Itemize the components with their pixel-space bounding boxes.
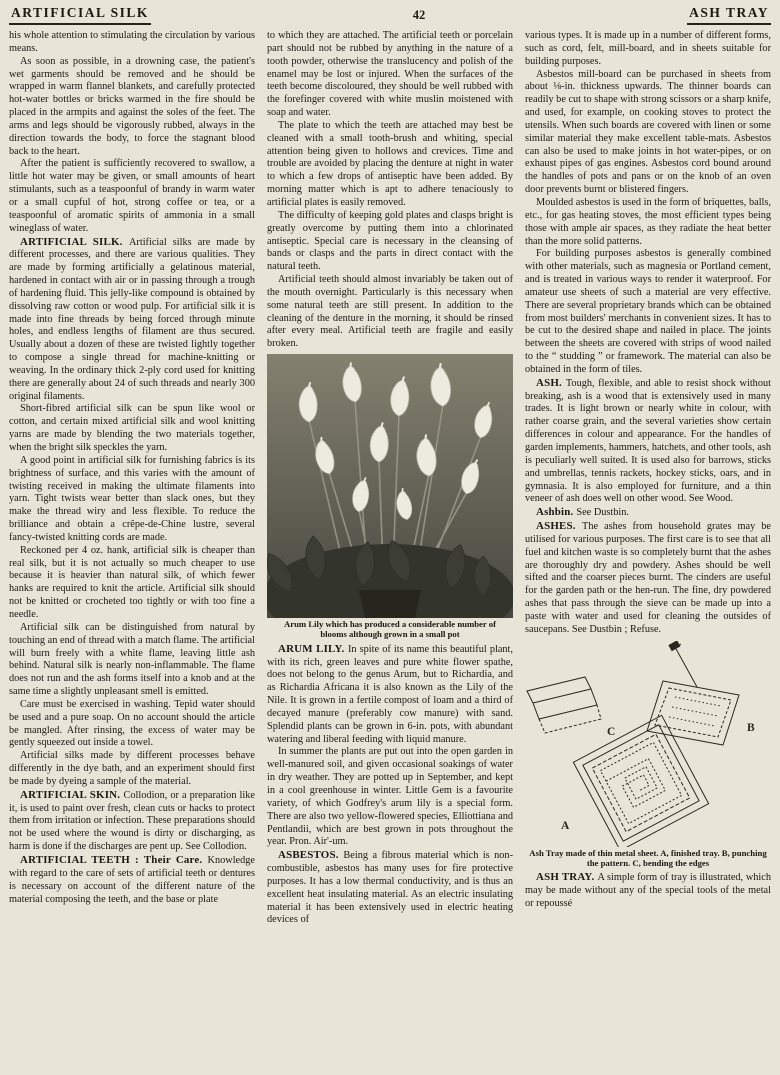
paragraph-text: The ashes from household grates may be utilised for various purposes. The first care is to see that all fuel and kitchen waste is so completely burnt that the ashes are thoroughly dry and powdery. Ashes should be well sifted and the coarser pieces burnt. The cinders are useful for the garden path or the hen-run. The fine, dry powdered ashes that pass through the sieve can be made up into a paste with water and used for cleaning the outsides of saucepans. See Dustbin ; Refuse. — [525, 521, 771, 635]
page-number: 42 — [412, 8, 426, 22]
paragraph-text: Tough, flexible, and able to resist shock without breaking, ash is a wood that is extensively used in many trades. It is light brown or nearly white in colour, with rather coarse grain, and the several varieties show certain differences in colour and appearance. For the handles of garden implements, hammers, hatchets, and other tools, ash is peculiarly well suited. It is used also for barrows, sticks and umbrellas, tennis rackets, hockey sticks, oars, and in gymnasia. It is also employed for furniture, and a thin veneer of ash does well on other wood. See Wood. — [525, 377, 771, 505]
paragraph — [9, 854, 255, 906]
paragraph-text: to which they are attached. The artificial teeth or porcelain part should not be rubbed by anything in the nature of a tooth powder, otherwise the translucency and polish of the enamel may be lost or injured. When the surfaces of the teeth become discoloured, they should be well rubbed with the forefinger covered with white muslin moistened with soap and water. — [267, 30, 513, 119]
paragraph — [267, 274, 513, 351]
paragraph-text: Being a fibrous material which is non-combustible, asbestos has many uses for fire protective purposes. It has a low thermal conductivity, and is thus an excellent heat insulating material. As an electric insulating material it has been extensively used in electric heating devices of — [267, 850, 513, 926]
diagram-label-b: B — [747, 721, 755, 734]
entry-heading-arum-lily: ARUM LILY. — [278, 642, 345, 655]
diagram-caption: Ash Tray made of thin metal sheet. A, finished tray. B, punching the pattern. C, bending the edges — [529, 847, 767, 868]
paragraph — [9, 750, 255, 789]
paragraph — [267, 849, 513, 927]
column-3 — [525, 30, 771, 1074]
paragraph-text: As soon as possible, in a drowning case, the patient's wet garments should be removed and he should be wrapped in warm flannel blankets, and carefully protected hot-water bottles or bricks warmed in the fire should be placed in the armpits and against the soles of the feet. The arms and legs should be vigorously rubbed, always in the direction towards the body, to force the stagnant blood back to the heart. — [9, 55, 255, 157]
paragraph-text: Collodion, or a preparation like it, is used to paint over fresh, clean cuts or hacks to protect them from irritation or infection. These preparations should not be used where the wound is dirty or discharging, as harm is done if the discharges are pent up. See Collodion. — [9, 789, 255, 853]
paragraph — [9, 403, 255, 454]
paragraph-text: Knowledge with regard to the care of sets of artificial teeth or dentures is necessary on account of the different nature of the material composing the teeth, and the base or plate — [9, 855, 255, 905]
paragraph — [9, 56, 255, 159]
arum-lily-photo — [267, 354, 513, 618]
entry-heading-ashbin: Ashbin. — [536, 506, 574, 519]
paragraph — [525, 69, 771, 197]
page-header — [9, 5, 771, 25]
text-columns — [9, 30, 771, 1074]
paragraph — [525, 248, 771, 376]
paragraph-text: Artificial teeth should almost invariably be taken out of the mouth overnight. Particularly is this necessary when some natural teeth are still present. In addition to the cleaning of the denture in the morning, it should be rinsed after every meal. Artificial teeth are fragile and easily broken. — [267, 274, 513, 350]
paragraph-text: Asbestos mill-board can be purchased in sheets from about ⅛-in. thickness upwards. The thinner boards can readily be cut to shape with strong scissors or a sharp knife, and used, for example, on cooking stoves to protect the utensils. When such boards are covered with linen or some similar material they make excellent table-mats. Asbestos can also be used to make joints in hot water-pipes, or on exhaust pipes of gas engines. Asbestos cord bound around the handles of pots and pans or on the knob of an oven door prevents burnt or blistered fingers. — [525, 68, 771, 196]
paragraph — [267, 643, 513, 747]
diagram-label-c: C — [607, 725, 616, 738]
paragraph — [525, 197, 771, 248]
paragraph-text: Reckoned per 4 oz. hank, artificial silk is cheaper than real silk, but it is not actually so much cheaper to use because it is heavier than natural silk, of which fewer hanks are required to knit the article. Artificial silk should not be knitted or crocheted too tightly or with too fine a needle. — [9, 544, 255, 620]
paragraph — [9, 622, 255, 699]
paragraph-text: The plate to which the teeth are attached may best be cleaned with a small tooth-brush and whiting, special attention being given to hollows and crevices. Time and trouble are avoided by placing the denture at night in water to which a few drops of antiseptic have been added. By morning matter which is apt to adhere tenaciously to artificial plates is easily removed. — [267, 119, 513, 208]
paragraph — [267, 746, 513, 849]
paragraph — [9, 699, 255, 750]
paragraph-text: his whole attention to stimulating the circulation by various means. — [9, 30, 255, 54]
paragraph-text: A good point in artificial silk for furnishing fabrics is its brightness of surface, and this varies with the amount of twisting received in making the ultimate filaments into yarn. Tight twists wear better than slack ones, but they make the thread wiry and less flexible. To reduce the brilliance and obtain a crêpe-de-Chine lustre, several fancy-twisted knitting cords are made. — [9, 454, 255, 543]
paragraph-text: See Dustbin. — [576, 507, 630, 519]
entry-heading-artificial-teeth: ARTIFICIAL TEETH : Their Care. — [20, 854, 203, 866]
entry-heading-ash-tray: ASH TRAY. — [536, 871, 595, 884]
paragraph — [525, 871, 771, 911]
paragraph-text: Care must be exercised in washing. Tepid water should be used and a pure soap. On no account should the article be mangled. After rinsing, the excess of water may be gently squeezed out inside a towel. — [9, 698, 255, 749]
paragraph-text: Artificial silk can be distinguished from natural by touching an end of thread with a match flame. The artificial will burn freely with a white flame, leaving little ash behind. Natural silk is nearly non-inflammable. The flame does not run and the ash forms itself into a knob and at the same time a slightly unpleasant smell is emitted. — [9, 621, 255, 698]
paragraph-text: Artificial silks made by different processes behave differently in the dye bath, and an experiment should first be made by dyeing a sample of the material. — [9, 750, 255, 787]
paragraph-text: Moulded asbestos is used in the form of briquettes, balls, etc., for gas heating stoves, the most efficient types being those with ample air spaces, as they radiate the heat better than the more solid patterns. — [525, 196, 771, 247]
paragraph-text: The difficulty of keeping gold plates and clasps bright is greatly overcome by putting them into a chlorinated antiseptic. Special care is necessary in the cleansing of bands or clasps and the parts in direct contact with the natural teeth. — [267, 209, 513, 273]
diagram-label-a: A — [561, 819, 570, 832]
entry-heading-artificial-skin: ARTIFICIAL SKIN. — [20, 788, 121, 801]
paragraph — [525, 520, 771, 637]
paragraph — [9, 30, 255, 56]
entry-heading-ash: ASH. — [536, 376, 562, 389]
paragraph-text: various types. It is made up in a number of different forms, such as cord, felt, mill-board, and in sheets suitable for building purposes. — [525, 30, 771, 67]
paragraph — [267, 210, 513, 274]
entry-heading-artificial-silk: ARTIFICIAL SILK. — [20, 235, 123, 248]
paragraph-text: A simple form of tray is illustrated, which may be made without any of the special tools of the metal or repoussé — [525, 872, 771, 909]
paragraph — [9, 236, 255, 404]
paragraph — [525, 377, 771, 506]
paragraph — [267, 30, 513, 120]
paragraph — [9, 545, 255, 622]
column-2 — [267, 30, 513, 1074]
paragraph-text: Artificial silks are made by different processes, and there are various qualities. They are made by forming artificially a gelatinous material, hardened in contact with air or in passing through a trough of hardening fluid. This jelly-like compound is obtained by dissolving raw cotton or wood pulp. For artificial silk it is made into fine threads by being forced through minute holes, and endless lengths of filament are thus secured. Usually about a dozen of these are twisted lightly together to compose a single thread for machine-knitting or weaving. In the ordinary thick 2-ply cord used for knitting there are generally about 24 of such threads and nearly 300 original filaments. — [9, 236, 255, 402]
header-right-title: ASH TRAY — [687, 5, 771, 25]
paragraph — [9, 455, 255, 545]
paragraph-text: After the patient is sufficiently recovered to swallow, a little hot water may be given, or small amounts of heart stimulants, such as a teaspoonful of brandy in warm water or a small cupful of hot, strong coffee or tea, or a teaspoonful of aromatic spirits of ammonia in a small wineglass of water. — [9, 158, 255, 234]
paragraph — [267, 120, 513, 210]
entry-heading-ashes: ASHES. — [536, 520, 576, 533]
column-1 — [9, 30, 255, 1074]
photo-caption: Arum Lily which has produced a considerable number of blooms although grown in a small pot — [283, 619, 497, 640]
paragraph-text: Short-fibred artificial silk can be spun like wool or cotton, and certain mixed artificial silk and wool knitting yarns are made by blending the two materials together, when the bright silk speckles the yarn. — [9, 403, 255, 453]
paragraph — [9, 789, 255, 854]
header-left-title: ARTIFICIAL SILK — [9, 5, 151, 25]
paragraph — [9, 158, 255, 235]
paragraph-text: In summer the plants are put out into the open garden in well-manured soil, and given occasional soakings of water in dry weather. They are potted up in September, and kept in a cool greenhouse in winter. Little Gem is a favourite variety, of which Godfrey's arum lily is a special form. There are also two yellow-flowered species, Elliottiana and Pentlandii, which are best grown in pots throughout the year. Pron. Air'-um. — [267, 746, 513, 848]
paragraph — [525, 30, 771, 69]
ash-tray-diagram — [525, 641, 771, 847]
paragraph-text: In spite of its name this beautiful plant, with its rich, green leaves and pure white flower spathe, does not belong to the genus Arum, but to Richardia, and as Richardia Africana it is also known as the Lily of the Nile. It is grown in a fertile compost of loam and a third of decayed manure (preferably cow manure) with sand. Splendid plants can be grown in 6-in. pots, with abundant watering and liberal feeding with liquid manure. — [267, 643, 513, 745]
entry-heading-asbestos: ASBESTOS. — [278, 849, 339, 862]
paragraph-text: For building purposes asbestos is generally combined with other materials, such as magnesia or Portland cement, and is treated in various ways to render it waterproof. For amateur use sheets of such a material are very effective. There are several proprietary brands which can be obtained from most builders' merchants in convenient sizes. It has to be cut to the desired shape and nailed in place. The joints between the sheets are covered with strips of wood nailed to the “ studding ” or framework. The material can also be obtained in the form of tiles. — [525, 248, 771, 375]
paragraph — [525, 506, 771, 520]
